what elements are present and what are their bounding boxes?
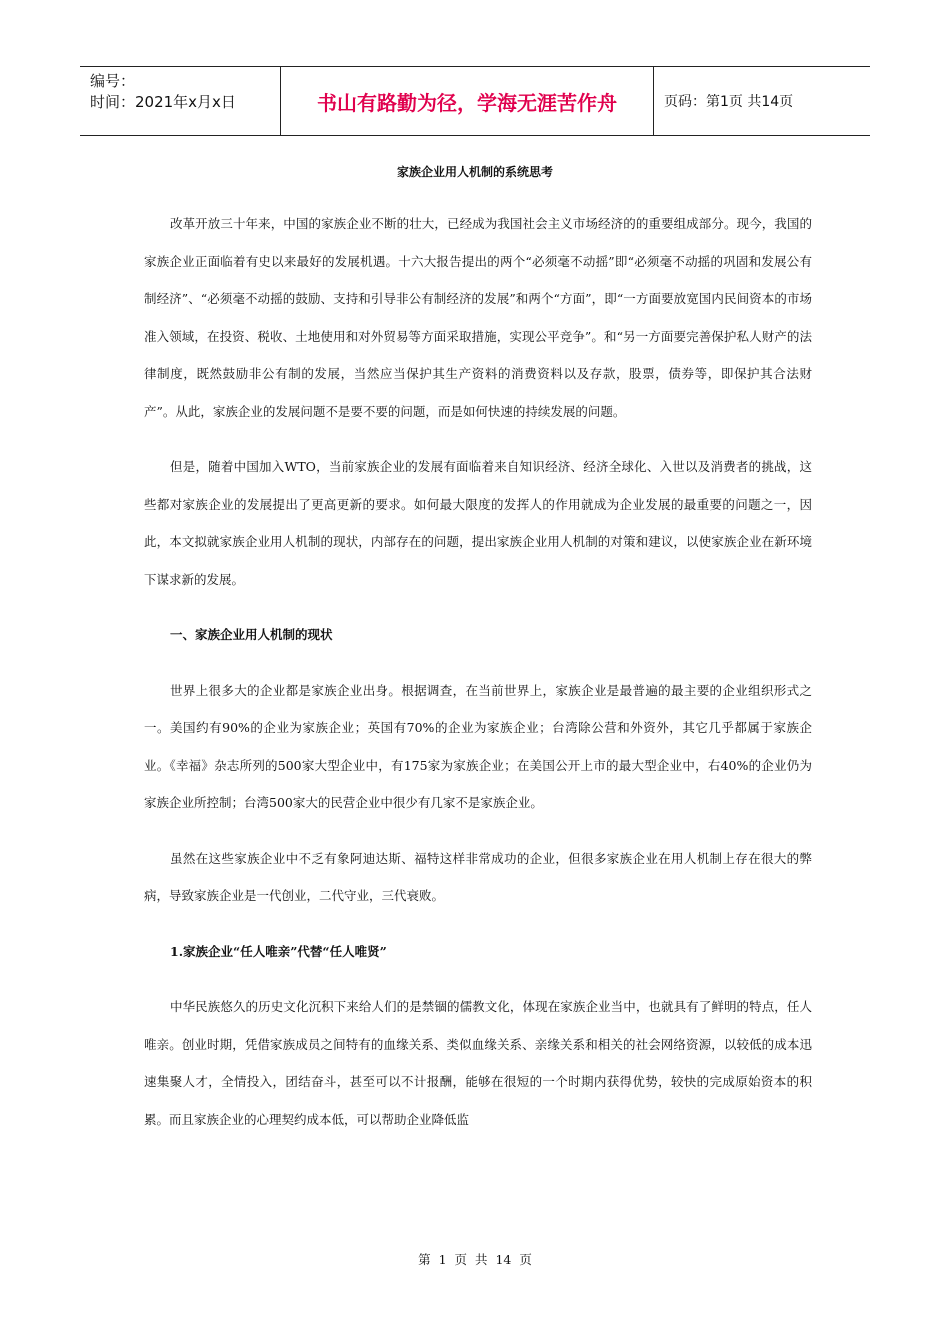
header-motto: 书山有路勤为径，学海无涯苦作舟 xyxy=(280,67,654,135)
paragraph-2: 但是，随着中国加入WTO，当前家族企业的发展有面临着来自知识经济、经济全球化、入世以及消费者的挑战，这些都对家族企业的发展提出了更高更新的要求。如何最大限度的发挥人的作用就成为企业发展的最重要的问题之一，因此，本文拟就家族企业用人机制的现状，内部存在的问题，提出家族企业用人机制的对策和建议，以使家族企业在新环境下谋求新的发展。 xyxy=(144,459,812,587)
section-heading-2: 1.家族企业“任人唯亲”代替“任人唯贤” xyxy=(170,943,387,959)
paragraph-4: 虽然在这些家族企业中不乏有象阿迪达斯、福特这样非常成功的企业，但很多家族企业在用人机制上存在很大的弊病，导致家族企业是一代创业，二代守业，三代衰败。 xyxy=(144,850,812,903)
header-page-code: 页码：第1页 共14页 xyxy=(664,94,794,110)
document-title: 家族企业用人机制的系统思考 xyxy=(396,165,553,179)
paragraph-3: 世界上很多大的企业都是家族企业出身。根据调查，在当前世界上，家族企业是最普遍的最主要的企业组织形式之一。美国约有90%的企业为家族企业；英国有70%的企业为家族企业；台湾除公营和外资外，其它几乎都属于家族企业。《幸福》杂志所列的500家大型企业中，有175家为家族企业；在美国公开上市的最大型企业中，右40%的企业仍为家族企业所控制；台湾500家大的民营企业中很少有几家不是家族企业。 xyxy=(144,682,812,810)
section-heading-1: 一、家族企业用人机制的现状 xyxy=(170,627,333,642)
number-label: 编号： xyxy=(90,72,136,90)
time-label: 时间：2021年x月x日 xyxy=(90,93,236,111)
page-header xyxy=(80,66,870,136)
document-body xyxy=(144,205,812,1156)
page-footer: 第 1 页 共 14 页 xyxy=(418,1252,532,1267)
paragraph-5: 中华民族悠久的历史文化沉积下来给人们的是禁锢的儒教文化，体现在家族企业当中，也就具有了鲜明的特点，任人唯亲。创业时期，凭借家族成员之间特有的血缘关系、类似血缘关系、亲缘关系和相关的社会网络资源，以较低的成本迅速集聚人才，全情投入，团结奋斗，甚至可以不计报酬，能够在很短的一个时期内获得优势，较快的完成原始资本的积累。而且家族企业的心理契约成本低，可以帮助企业降低监 xyxy=(144,999,812,1127)
paragraph-1: 改革开放三十年来，中国的家族企业不断的壮大，已经成为我国社会主义市场经济的的重要组成部分。现今，我国的家族企业正面临着有史以来最好的发展机遇。十六大报告提出的两个“必须毫不动摇”即“必须毫不动摇的巩固和发展公有制经济”、“必须毫不动摇的鼓励、支持和引导非公有制经济的发展”和两个“方面”，即“一方面要放宽国内民间资本的市场准入领域，在投资、税收、土地使用和对外贸易等方面采取措施，实现公平竞争”。和“另一方面要完善保护私人财产的法律制度，既然鼓励非公有制的发展，当然应当保护其生产资料的消费资料以及存款，股票，债券等，即保护其合法财产”。从此，家族企业的发展问题不是要不要的问题，而是如何快速的持续发展的问题。 xyxy=(144,216,812,419)
header-meta xyxy=(80,67,280,135)
